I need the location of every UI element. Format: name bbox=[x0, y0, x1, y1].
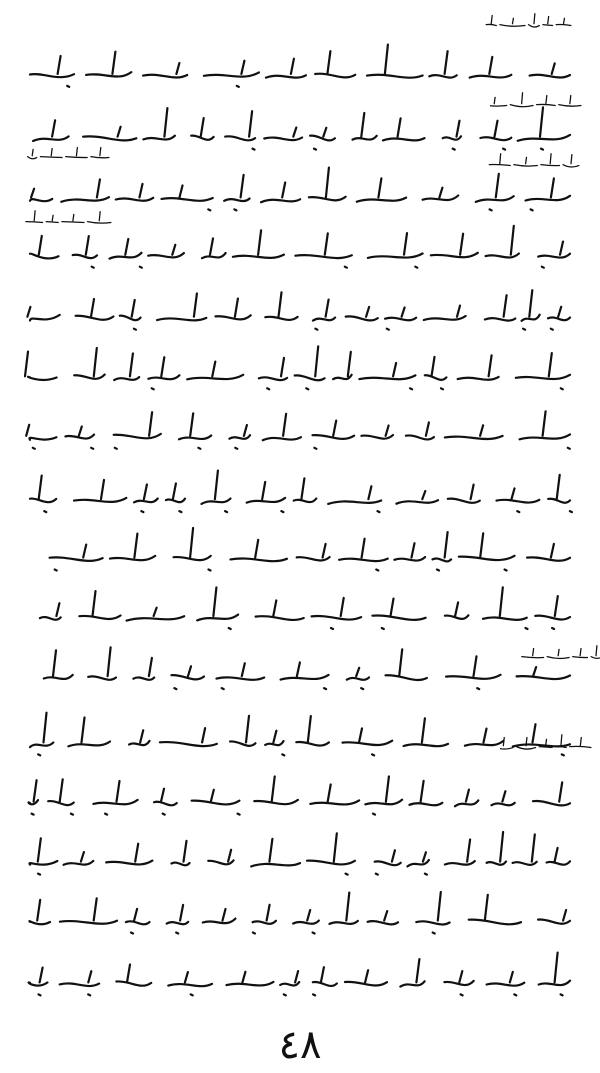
page-number: ٤٨ bbox=[278, 1022, 322, 1068]
calligraphy-strokes bbox=[30, 470, 572, 512]
calligraphy-strokes bbox=[30, 168, 570, 211]
manuscript-line bbox=[22, 522, 578, 586]
calligraphy-strokes bbox=[29, 777, 570, 815]
manuscript-line bbox=[22, 462, 578, 526]
manuscript-line bbox=[22, 885, 578, 949]
margin-note bbox=[478, 148, 588, 174]
margin-note bbox=[490, 730, 600, 756]
calligraphy-strokes bbox=[40, 587, 570, 629]
manuscript-line bbox=[22, 341, 578, 405]
manuscript-line bbox=[22, 280, 578, 344]
manuscript-line bbox=[22, 946, 578, 1010]
calligraphy-strokes bbox=[22, 346, 570, 389]
manuscript-line bbox=[22, 764, 578, 828]
calligraphy-strokes bbox=[26, 411, 570, 449]
calligraphy-strokes bbox=[29, 952, 570, 995]
calligraphy-strokes bbox=[30, 45, 570, 87]
calligraphy-strokes bbox=[27, 290, 570, 330]
calligraphy-strokes bbox=[30, 225, 570, 267]
manuscript-line bbox=[22, 643, 578, 707]
manuscript-line bbox=[22, 825, 578, 889]
calligraphy-strokes bbox=[29, 832, 570, 875]
calligraphy-strokes bbox=[29, 892, 570, 934]
calligraphy-strokes bbox=[50, 528, 570, 571]
margin-note bbox=[500, 640, 600, 666]
manuscript-line bbox=[22, 583, 578, 647]
margin-note bbox=[480, 88, 590, 114]
manuscript-line bbox=[22, 401, 578, 465]
margin-note bbox=[470, 8, 580, 34]
calligraphy-strokes bbox=[44, 647, 570, 689]
margin-note bbox=[8, 140, 118, 166]
margin-note bbox=[10, 205, 120, 231]
calligraphy-strokes bbox=[30, 712, 570, 755]
